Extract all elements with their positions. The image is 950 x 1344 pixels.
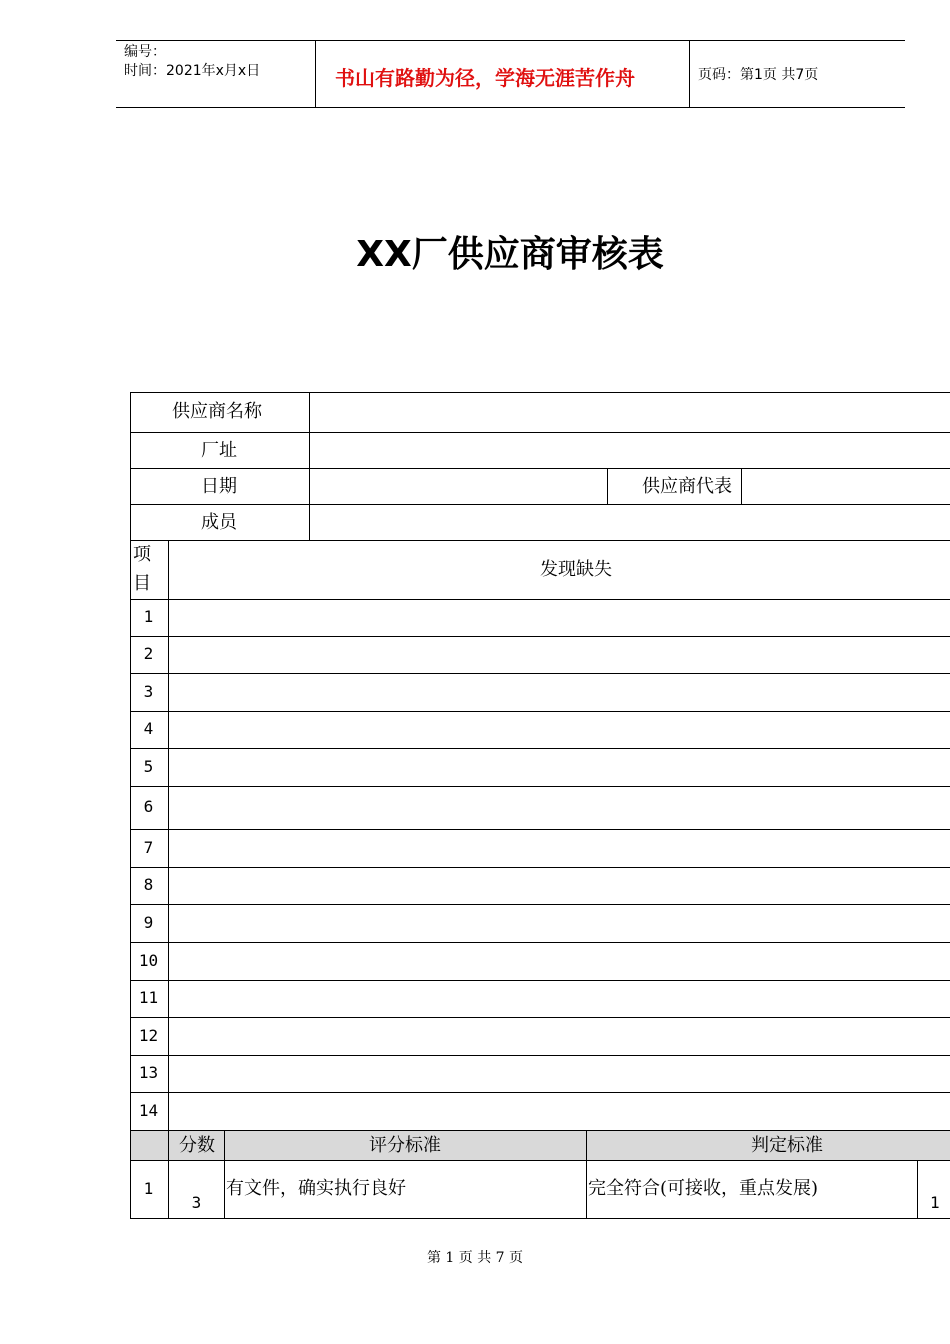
item-label-top: 项: [133, 544, 151, 565]
judgement-header: 判定标准: [751, 1135, 823, 1156]
form-rule: [130, 786, 950, 787]
form-rule: [130, 636, 950, 637]
form-rule: [130, 1218, 950, 1219]
score-header: 分数: [179, 1135, 215, 1156]
row-number: 10: [138, 951, 159, 970]
form-rule: [130, 432, 950, 433]
form-rule: [224, 1130, 225, 1219]
row-number: 7: [143, 838, 154, 857]
trailing-score: 1: [930, 1193, 940, 1212]
supplier-rep-label: 供应商代表: [642, 476, 732, 497]
criteria-text: 有文件，确实执行良好: [226, 1178, 406, 1199]
item-label-bottom: 目: [133, 573, 151, 594]
supplier-name-label: 供应商名称: [172, 401, 262, 422]
address-label: 厂址: [201, 440, 237, 461]
row-number: 12: [138, 1026, 159, 1045]
row-number: 14: [138, 1101, 159, 1120]
form-rule: [607, 468, 608, 504]
header-top-rule: [116, 40, 905, 41]
row-number: 8: [143, 875, 154, 894]
row-number: 1: [143, 607, 154, 626]
form-rule: [130, 904, 950, 905]
form-rule: [130, 980, 950, 981]
row-number: 2: [143, 644, 154, 663]
form-rule: [130, 748, 950, 749]
row-number: 6: [143, 797, 154, 816]
row-number: 9: [143, 913, 154, 932]
scoring-row-number: 1: [143, 1179, 154, 1198]
form-rule: [130, 599, 950, 600]
header-bottom-rule: [116, 107, 905, 108]
header-motto: 书山有路勤为径，学海无涯苦作舟: [335, 66, 635, 90]
row-number: 4: [143, 719, 154, 738]
form-rule: [130, 673, 950, 674]
form-rule: [168, 540, 169, 1219]
judgement-text: 完全符合(可接收，重点发展): [588, 1178, 819, 1199]
form-rule: [130, 540, 950, 541]
page-footer: 第 1 页 共 7 页: [426, 1250, 524, 1266]
form-rule: [309, 392, 310, 540]
form-rule: [130, 1055, 950, 1056]
score-value: 3: [191, 1193, 202, 1212]
form-rule: [130, 1130, 950, 1131]
form-rule: [586, 1130, 587, 1219]
members-label: 成员: [201, 512, 237, 533]
form-rule: [741, 468, 742, 504]
row-number: 13: [138, 1063, 159, 1082]
scoring-header-shade: [130, 1131, 950, 1160]
findings-label: 发现缺失: [540, 559, 612, 580]
form-rule: [130, 1017, 950, 1018]
form-rule: [130, 468, 950, 469]
form-rule: [130, 829, 950, 830]
form-rule: [130, 711, 950, 712]
header-divider-right: [689, 40, 690, 107]
page-info: 页码：第1页 共7页: [698, 67, 819, 83]
row-number: 3: [143, 682, 154, 701]
row-number: 11: [138, 988, 159, 1007]
supplier-audit-form: [130, 392, 950, 1218]
form-rule: [130, 867, 950, 868]
form-rule: [917, 1160, 918, 1219]
doc-number-label: 编号：: [124, 44, 166, 60]
date-label: 日期: [201, 476, 237, 497]
form-rule: [130, 942, 950, 943]
row-number: 5: [143, 757, 154, 776]
form-rule: [130, 392, 950, 393]
doc-time-label: 时间：2021年x月x日: [124, 63, 261, 79]
form-rule: [130, 1160, 950, 1161]
page-title: XX厂供应商审核表: [356, 234, 664, 275]
header-divider-left: [315, 40, 316, 107]
criteria-header: 评分标准: [369, 1135, 441, 1156]
form-rule: [130, 1092, 950, 1093]
form-rule: [130, 504, 950, 505]
